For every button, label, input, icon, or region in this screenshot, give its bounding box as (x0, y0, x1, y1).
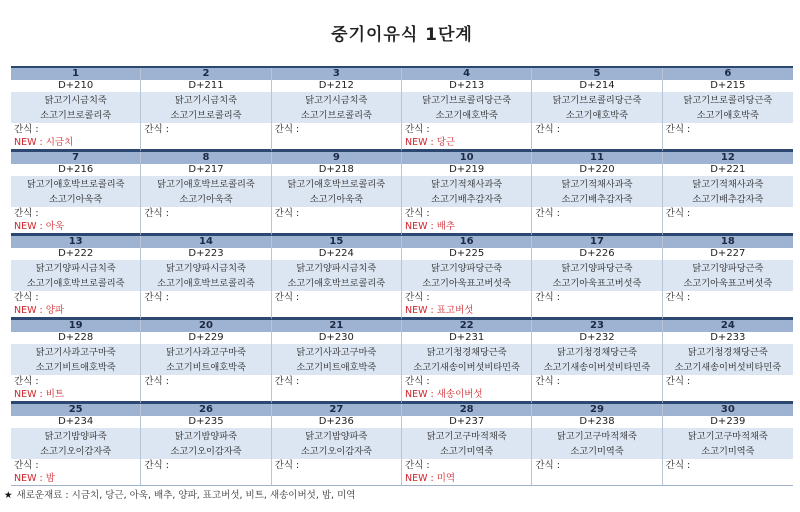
day-cell (402, 152, 532, 236)
day-cell (532, 404, 662, 486)
day-number: 9 (272, 152, 401, 164)
day-number: 4 (402, 68, 531, 80)
chicken-porridge: 닭고기양파시금치죽 (35, 262, 116, 274)
snack-label: 간식 : (535, 376, 560, 387)
new-ingredients-text: 새로운재료 : 시금치, 당근, 아욱, 배추, 양파, 표고버섯, 비트, 새송이버섯, 밤, 미역 (16, 490, 356, 501)
day-offset: D+214 (579, 80, 615, 91)
beef-porridge: 소고기애호박죽 (435, 109, 498, 121)
meal-menu (663, 176, 793, 207)
chicken-porridge: 닭고기양파시금치죽 (166, 262, 246, 274)
beef-porridge: 소고기아욱표고버섯죽 (683, 277, 773, 289)
new-ingredient-label: NEW : 당근 (404, 137, 456, 148)
new-ingredient-label (141, 136, 270, 149)
meal-menu (141, 176, 270, 207)
meal-menu (663, 92, 793, 123)
day-number: 17 (532, 236, 661, 248)
snack-label: 간식 : (404, 376, 430, 387)
day-offset: D+230 (318, 332, 354, 343)
chicken-porridge: 닭고기적채사과죽 (692, 178, 764, 190)
day-number: 10 (402, 152, 531, 164)
meal-menu (272, 344, 401, 375)
beef-porridge: 소고기비트애호박죽 (296, 361, 377, 373)
snack-label: 간식 : (14, 460, 39, 471)
day-number: 21 (272, 320, 401, 332)
day-number: 6 (663, 68, 793, 80)
day-offset: D+210 (58, 80, 94, 91)
day-number: 7 (11, 152, 140, 164)
meal-menu (11, 176, 140, 207)
chicken-porridge: 닭고기밤양파죽 (44, 430, 107, 442)
day-cell (141, 320, 271, 404)
day-number: 14 (141, 236, 270, 248)
beef-porridge: 소고기비트애호박죽 (35, 361, 116, 373)
day-offset: D+211 (188, 80, 224, 91)
day-offset: D+212 (318, 80, 354, 91)
new-ingredient-label (663, 220, 793, 233)
new-ingredient-label (532, 304, 661, 317)
day-offset: D+218 (318, 164, 354, 175)
day-number: 12 (663, 152, 793, 164)
new-ingredient-label: NEW : 배추 (404, 221, 456, 232)
chicken-porridge: 닭고기밤양파죽 (174, 430, 238, 442)
snack-label: 간식 : (274, 376, 300, 387)
day-offset: D+219 (449, 164, 485, 175)
day-number: 2 (141, 68, 270, 80)
snack-label: 간식 : (274, 292, 300, 303)
chicken-porridge: 닭고기시금치죽 (44, 94, 107, 106)
snack-label: 간식 : (144, 460, 169, 471)
beef-porridge: 소고기브로콜리죽 (170, 109, 242, 121)
new-ingredient-label: NEW : 새송이버섯 (404, 389, 483, 400)
chicken-porridge: 닭고기애호박브로콜리죽 (157, 178, 255, 190)
day-cell (532, 320, 662, 404)
day-cell (11, 404, 141, 486)
day-cell (141, 152, 271, 236)
day-offset: D+217 (188, 164, 224, 175)
snack-label: 간식 : (404, 124, 430, 135)
meal-menu (11, 428, 140, 459)
chicken-porridge: 닭고기애호박브로콜리죽 (26, 178, 125, 190)
chicken-porridge: 닭고기사과고구마죽 (296, 346, 377, 358)
meal-menu (141, 428, 270, 459)
chicken-porridge: 닭고기청경채당근죽 (557, 346, 637, 358)
day-offset: D+220 (579, 164, 615, 175)
beef-porridge: 소고기아욱죽 (49, 193, 103, 205)
meal-menu (11, 344, 140, 375)
meal-menu (532, 428, 661, 459)
snack-label: 간식 : (14, 292, 39, 303)
day-cell (11, 236, 141, 320)
snack-label: 간식 : (274, 208, 300, 219)
meal-plan-table (11, 4, 793, 486)
beef-porridge: 소고기새송이버섯비타민죽 (413, 361, 520, 373)
day-number: 1 (11, 68, 140, 80)
meal-menu (141, 344, 270, 375)
snack-label: 간식 : (535, 124, 560, 135)
chicken-porridge: 닭고기밤양파죽 (305, 430, 368, 442)
meal-menu (272, 92, 401, 123)
new-ingredient-label (272, 388, 401, 401)
meal-menu (532, 344, 661, 375)
day-number: 28 (402, 404, 531, 416)
beef-porridge: 소고기미역죽 (701, 445, 755, 457)
chicken-porridge: 닭고기고구마적채죽 (426, 430, 507, 442)
new-ingredient-label (663, 388, 793, 401)
day-cell (272, 68, 402, 152)
beef-porridge: 소고기애호박브로콜리죽 (26, 277, 125, 289)
chicken-porridge: 닭고기브로콜리당근죽 (422, 94, 512, 106)
meal-menu (272, 176, 401, 207)
day-number: 29 (532, 404, 661, 416)
day-cell (272, 236, 402, 320)
day-cell (272, 404, 402, 486)
new-ingredient-label (532, 472, 661, 485)
day-cell (272, 152, 402, 236)
beef-porridge: 소고기오이감자죽 (300, 445, 372, 457)
chicken-porridge: 닭고기고구마적채죽 (557, 430, 637, 442)
new-ingredient-label (272, 136, 401, 149)
snack-label: 간식 : (144, 208, 169, 219)
day-cell (663, 152, 793, 236)
new-ingredient-label (532, 136, 661, 149)
new-ingredient-label: NEW : 비트 (14, 389, 65, 400)
day-cell (663, 236, 793, 320)
new-ingredient-label (272, 220, 401, 233)
chicken-porridge: 닭고기양파당근죽 (431, 262, 503, 274)
snack-label: 간식 : (274, 460, 300, 471)
beef-porridge: 소고기애호박죽 (696, 109, 759, 121)
chicken-porridge: 닭고기적채사과죽 (561, 178, 633, 190)
meal-menu (663, 260, 793, 291)
day-cell (272, 320, 402, 404)
day-offset: D+213 (449, 80, 485, 91)
day-number: 8 (141, 152, 270, 164)
day-cell (141, 68, 271, 152)
page-title: 중기이유식 1단계 (331, 25, 473, 45)
beef-porridge: 소고기배추감자죽 (692, 193, 764, 205)
snack-label: 간식 : (404, 208, 430, 219)
day-number: 16 (402, 236, 531, 248)
beef-porridge: 소고기배추감자죽 (431, 193, 503, 205)
meal-menu (141, 92, 270, 123)
new-ingredient-label (663, 304, 793, 317)
day-offset: D+221 (710, 164, 746, 175)
chicken-porridge: 닭고기고구마적채죽 (687, 430, 768, 442)
day-cell (141, 236, 271, 320)
day-offset: D+232 (579, 332, 615, 343)
day-cell (402, 320, 532, 404)
day-offset: D+235 (188, 416, 224, 427)
snack-label: 간식 : (14, 376, 39, 387)
chicken-porridge: 닭고기시금치죽 (305, 94, 368, 106)
beef-porridge: 소고기오이감자죽 (170, 445, 242, 457)
snack-label: 간식 : (535, 292, 560, 303)
day-number: 3 (272, 68, 401, 80)
day-number: 24 (663, 320, 793, 332)
beef-porridge: 소고기애호박브로콜리죽 (157, 277, 255, 289)
meal-menu (141, 260, 270, 291)
day-offset: D+234 (58, 416, 94, 427)
day-offset: D+226 (579, 248, 615, 259)
beef-porridge: 소고기미역죽 (440, 445, 494, 457)
beef-porridge: 소고기아욱죽 (179, 193, 233, 205)
chicken-porridge: 닭고기양파당근죽 (561, 262, 633, 274)
beef-porridge: 소고기브로콜리죽 (40, 109, 112, 121)
new-ingredient-label (141, 388, 270, 401)
day-offset: D+231 (449, 332, 485, 343)
snack-label: 간식 : (144, 376, 169, 387)
chicken-porridge: 닭고기브로콜리당근죽 (683, 94, 773, 106)
beef-porridge: 소고기아욱표고버섯죽 (552, 277, 642, 289)
day-number: 18 (663, 236, 793, 248)
day-cell (532, 152, 662, 236)
day-cell (663, 404, 793, 486)
new-ingredient-label (141, 472, 270, 485)
snack-label: 간식 : (665, 124, 691, 135)
day-number: 11 (532, 152, 661, 164)
meal-menu (532, 176, 661, 207)
meal-menu (11, 260, 140, 291)
day-cell (663, 68, 793, 152)
beef-porridge: 소고기아욱죽 (309, 193, 363, 205)
day-offset: D+238 (579, 416, 615, 427)
day-offset: D+236 (318, 416, 354, 427)
day-number: 27 (272, 404, 401, 416)
beef-porridge: 소고기미역죽 (570, 445, 624, 457)
meal-menu (532, 92, 661, 123)
day-offset: D+233 (710, 332, 746, 343)
meal-menu (272, 428, 401, 459)
day-cell (11, 320, 141, 404)
new-ingredient-label: NEW : 밤 (14, 473, 55, 484)
day-offset: D+216 (58, 164, 94, 175)
chicken-porridge: 닭고기브로콜리당근죽 (552, 94, 642, 106)
new-ingredient-label (141, 220, 270, 233)
chicken-porridge: 닭고기애호박브로콜리죽 (287, 178, 386, 190)
new-ingredients-footer (4, 487, 355, 501)
snack-label: 간식 : (14, 208, 39, 219)
day-number: 13 (11, 236, 140, 248)
chicken-porridge: 닭고기양파당근죽 (692, 262, 764, 274)
new-ingredient-label: NEW : 표고버섯 (404, 305, 474, 316)
day-offset: D+228 (58, 332, 94, 343)
beef-porridge: 소고기배추감자죽 (561, 193, 633, 205)
day-offset: D+223 (188, 248, 224, 259)
day-offset: D+224 (318, 248, 354, 259)
meal-menu (402, 176, 531, 207)
day-number: 30 (663, 404, 793, 416)
new-ingredient-label (272, 472, 401, 485)
star-icon: ★ (4, 490, 13, 501)
day-cell (532, 236, 662, 320)
day-cell (532, 68, 662, 152)
day-offset: D+229 (188, 332, 224, 343)
day-cell (11, 68, 141, 152)
chicken-porridge: 닭고기시금치죽 (174, 94, 238, 106)
day-offset: D+237 (449, 416, 485, 427)
snack-label: 간식 : (144, 292, 169, 303)
beef-porridge: 소고기오이감자죽 (40, 445, 112, 457)
new-ingredient-label (141, 304, 270, 317)
new-ingredient-label: NEW : 양파 (14, 305, 65, 316)
new-ingredient-label: NEW : 시금치 (14, 137, 74, 148)
day-number: 25 (11, 404, 140, 416)
day-number: 22 (402, 320, 531, 332)
day-offset: D+215 (710, 80, 746, 91)
meal-menu (402, 428, 531, 459)
meal-menu (11, 92, 140, 123)
day-cell (141, 404, 271, 486)
day-cell (402, 68, 532, 152)
snack-label: 간식 : (665, 376, 691, 387)
new-ingredient-label (663, 136, 793, 149)
day-number: 23 (532, 320, 661, 332)
chicken-porridge: 닭고기청경채당근죽 (426, 346, 507, 358)
new-ingredient-label (272, 304, 401, 317)
meal-menu (402, 260, 531, 291)
beef-porridge: 소고기애호박죽 (565, 109, 629, 121)
day-cell (11, 152, 141, 236)
beef-porridge: 소고기새송이버섯비타민죽 (674, 361, 782, 373)
day-grid (11, 66, 793, 486)
day-offset: D+225 (449, 248, 485, 259)
snack-label: 간식 : (404, 460, 430, 471)
snack-label: 간식 : (144, 124, 169, 135)
day-number: 5 (532, 68, 661, 80)
day-offset: D+227 (710, 248, 746, 259)
meal-menu (402, 344, 531, 375)
day-offset: D+239 (710, 416, 746, 427)
day-cell (402, 404, 532, 486)
snack-label: 간식 : (665, 460, 691, 471)
new-ingredient-label (532, 220, 661, 233)
beef-porridge: 소고기애호박브로콜리죽 (287, 277, 386, 289)
new-ingredient-label: NEW : 아욱 (14, 221, 65, 232)
meal-menu (402, 92, 531, 123)
new-ingredient-label (663, 472, 793, 485)
beef-porridge: 소고기브로콜리죽 (300, 109, 372, 121)
new-ingredient-label: NEW : 미역 (404, 473, 456, 484)
meal-menu (272, 260, 401, 291)
day-number: 20 (141, 320, 270, 332)
snack-label: 간식 : (274, 124, 300, 135)
beef-porridge: 소고기새송이버섯비타민죽 (543, 361, 651, 373)
snack-label: 간식 : (14, 124, 39, 135)
beef-porridge: 소고기비트애호박죽 (166, 361, 246, 373)
chicken-porridge: 닭고기사과고구마죽 (35, 346, 116, 358)
day-offset: D+222 (58, 248, 94, 259)
snack-label: 간식 : (535, 208, 560, 219)
meal-menu (663, 344, 793, 375)
day-number: 15 (272, 236, 401, 248)
day-cell (402, 236, 532, 320)
day-cell (663, 320, 793, 404)
meal-menu (663, 428, 793, 459)
snack-label: 간식 : (404, 292, 430, 303)
snack-label: 간식 : (665, 292, 691, 303)
day-number: 26 (141, 404, 270, 416)
day-number: 19 (11, 320, 140, 332)
meal-menu (532, 260, 661, 291)
chicken-porridge: 닭고기사과고구마죽 (166, 346, 246, 358)
new-ingredient-label (532, 388, 661, 401)
beef-porridge: 소고기아욱표고버섯죽 (422, 277, 512, 289)
chicken-porridge: 닭고기양파시금치죽 (296, 262, 377, 274)
chicken-porridge: 닭고기청경채당근죽 (687, 346, 768, 358)
snack-label: 간식 : (535, 460, 560, 471)
chicken-porridge: 닭고기적채사과죽 (431, 178, 503, 190)
snack-label: 간식 : (665, 208, 691, 219)
